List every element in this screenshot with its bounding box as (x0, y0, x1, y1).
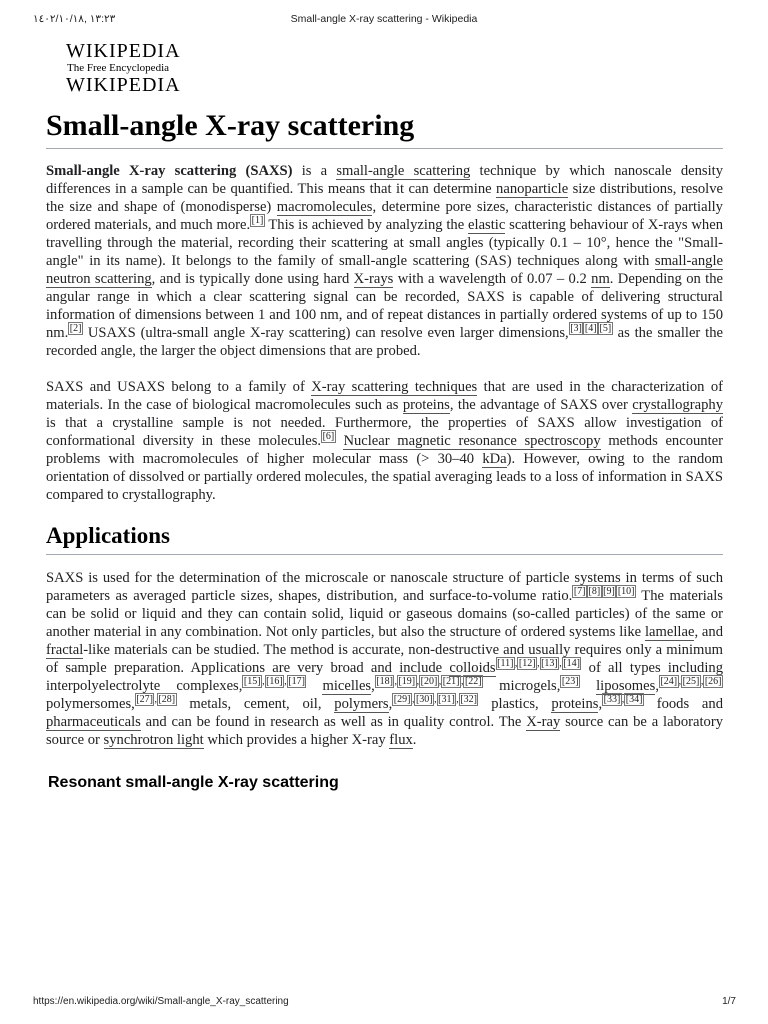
paragraph-2: SAXS and USAXS belong to a family of X-ray scattering techniques that are used in the characterization of materials. In the case of biological macromolecules such as proteins, the advantage of SAXS over crystallography is that a crystalline sample is not needed. Furthermore, the properties of SAXS allow investigation of conformational diversity in these molecules. [6] Nuclear magnetic resonance spectroscopy methods encounter problems with macromolecules of higher molecular mass (> 30–40 kDa). However, owing to the random orientation of dissolved or partially ordered molecules, the spatial averaging leads to a loss of information in SAXS compared to crystallography. (46, 379, 724, 503)
link-proteins-2[interactable]: proteins (551, 696, 599, 712)
print-page-number: 1/7 (722, 996, 736, 1007)
link-polymers[interactable]: polymers (334, 696, 389, 712)
citation-ref[interactable]: [29] , [30] , [31] , [32] (393, 694, 477, 706)
heading-applications: Applications (46, 521, 723, 555)
wikipedia-logo[interactable] (66, 40, 216, 96)
link-x-ray-scattering-techniques[interactable]: X-ray scattering techniques (311, 379, 478, 395)
applications-paragraph: SAXS is used for the determination of the microscale or nanoscale structure of particle systems in terms of such parameters as averaged particle sizes, shapes, distribution, and surface-to-volume ratio. [7] [8] [9] [10] The materials can be solid or liquid and they can contain solid, liquid or gaseous domains (so-called particles) of the same or another material in any combination. Not only particles, but also the structure of ordered systems like lamellae, and fractal-like materials can be studied. The method is accurate, non-destructive and usually requires only a minimum of sample preparation. Applications are very broad and include colloids [11] , [12] , [13] , [14] of all types including interpolyelectrolyte complexes, [15] , [16] , [17] micelles, [18] , [19] , [20] , [21] , [22] microgels, [23] liposomes, [24] , [25] , [26] polymersomes, [27] , [28] metals, cement, oil, polymers, [29] , [30] , [31] , [32] plastics, proteins, [33] , [34] foods and pharmaceuticals and can be found in research as well as in quality control. The X-ray source can be a laboratory source or synchrotron light which provides a higher X-ray flux. (46, 570, 724, 748)
print-page-title: Small-angle X-ray scattering - Wikipedia (290, 13, 478, 25)
link-elastic[interactable]: elastic (468, 217, 506, 233)
citation-ref[interactable]: [6] (322, 431, 335, 443)
citation-ref[interactable]: [33] , [34] (603, 694, 643, 706)
print-url: https://en.wikipedia.org/wiki/Small-angle_X-ray_scattering (33, 996, 289, 1007)
citation-ref[interactable]: [1] (251, 215, 264, 227)
citation-ref[interactable]: [27] , [28] (136, 694, 176, 706)
citation-ref[interactable]: [18] , [19] , [20] , [21] , [22] (376, 676, 482, 688)
citation-ref[interactable]: [24] , [25] , [26] (660, 676, 722, 688)
link-pharmaceuticals[interactable]: pharmaceuticals (46, 714, 141, 730)
link-crystallography[interactable]: crystallography (632, 397, 723, 413)
link-kda[interactable]: kDa (482, 451, 507, 467)
link-x-rays[interactable]: X-rays (353, 271, 394, 287)
citation-ref[interactable]: [15] , [16] , [17] (243, 676, 305, 688)
citation-ref[interactable]: [7] [8] [9] [10] (573, 586, 635, 598)
print-timestamp: ١٣:٢٣ ,١٤٠٢/١٠/١٨ (33, 13, 116, 25)
link-proteins[interactable]: proteins (402, 397, 450, 413)
logo-wordmark-secondary: WIKIPEDIA (66, 74, 181, 96)
citation-ref[interactable]: [23] (561, 676, 579, 688)
print-header (0, 13, 768, 29)
link-synchrotron-light[interactable]: synchrotron light (103, 732, 204, 748)
citation-ref[interactable]: [3] [4] [5] (570, 323, 612, 335)
print-footer (0, 996, 768, 1010)
link-liposomes[interactable]: liposomes (596, 678, 656, 694)
link-flux[interactable]: flux (389, 732, 413, 748)
link-small-angle-scattering[interactable]: small-angle scattering (336, 163, 471, 179)
link-x-ray[interactable]: X-ray (526, 714, 561, 730)
citation-ref[interactable]: [11] , [12] , [13] , [14] (497, 658, 580, 670)
link-nm[interactable]: nm (591, 271, 610, 287)
link-micelles[interactable]: micelles (322, 678, 372, 694)
logo-tagline: The Free Encyclopedia (67, 62, 170, 74)
heading-resonant-saxs: Resonant small-angle X-ray scattering (48, 774, 339, 791)
article-content (46, 106, 723, 793)
link-fractal[interactable]: fractal (46, 642, 84, 658)
intro-paragraph: Small-angle X-ray scattering (SAXS) is a small-angle scattering technique by which nanoscale density differences in a sample can be quantified. This means that it can determine nanoparticle size distributions, resolve the size and shape of (monodisperse) macromolecules, determine pore sizes, characteristic distances of partially ordered materials, and much more. [1] This is achieved by analyzing the elastic scattering behaviour of X-rays when travelling through the material, recording their scattering at small angles (typically 0.1 – 10°, hence the "Small-angle" in its name). It belongs to the family of small-angle scattering (SAS) techniques along with small-angle neutron scattering, and is typically done using hard X-rays with a wavelength of 0.07 – 0.2 nm. Depending on the angular range in which a clear scattering signal can be recorded, SAXS is capable of delivering structural information of dimensions between 1 and 100 nm, and of repeat distances in partially ordered systems of up to 150 nm. [2] USAXS (ultra-small angle X-ray scattering) can resolve even larger dimensions, [3] [4] [5] as the smaller the recorded angle, the larger the object dimensions that are probed. (46, 163, 724, 359)
link-macromolecules[interactable]: macromolecules (276, 199, 373, 215)
link-nanoparticle[interactable]: nanoparticle (496, 181, 569, 197)
link-colloids[interactable]: colloids (449, 660, 496, 676)
logo-wordmark: WIKIPEDIA (66, 40, 181, 62)
page-title: Small-angle X-ray scattering (46, 106, 723, 149)
link-small-angle-neutron-scattering[interactable]: small-angle neutron scattering (46, 253, 723, 287)
bold-abbr: SAXS (250, 163, 288, 179)
link-nmr-spectroscopy[interactable]: Nuclear magnetic resonance spectroscopy (343, 433, 601, 449)
bold-term: Small-angle X-ray scattering (46, 163, 237, 179)
link-lamellae[interactable]: lamellae (645, 624, 695, 640)
citation-ref[interactable]: [2] (69, 323, 82, 335)
